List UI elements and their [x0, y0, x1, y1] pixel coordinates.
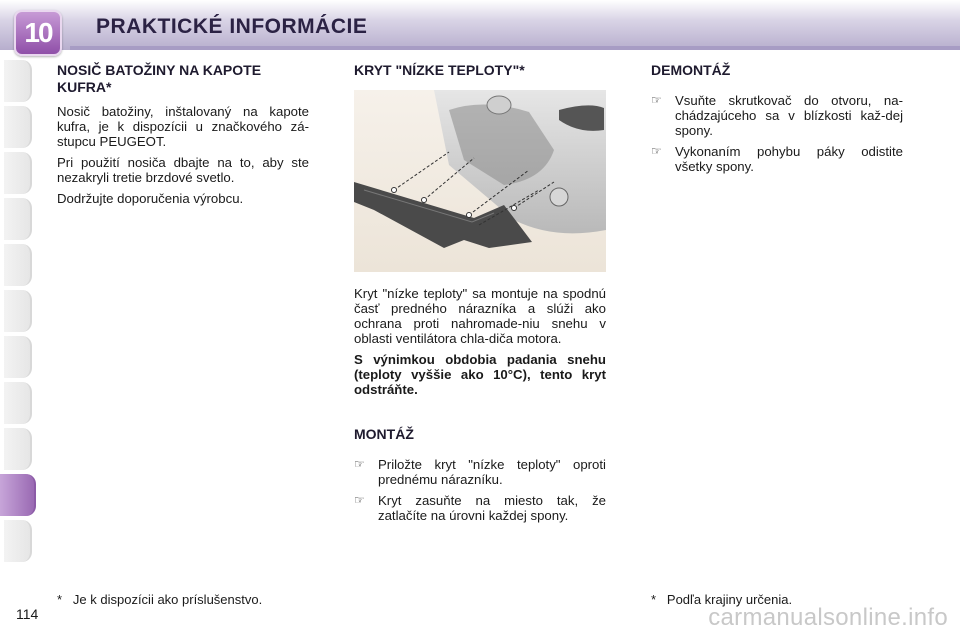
chapter-tab[interactable] — [4, 244, 32, 286]
page-title: PRAKTICKÉ INFORMÁCIE — [96, 15, 368, 38]
footnote-text: Je k dispozícii ako príslušenstvo. — [72, 592, 263, 607]
chapter-tab-active[interactable] — [0, 474, 36, 516]
bumper-cover-illustration — [354, 90, 606, 272]
chapter-tab[interactable] — [4, 520, 32, 562]
removal-steps — [651, 93, 903, 174]
footnote-mark: * — [57, 592, 63, 607]
pointing-hand-icon: ☞ — [354, 493, 365, 507]
list-item — [651, 144, 903, 174]
paragraph: Kryt "nízke teploty" sa montuje na spodnú časť predného nárazníka a slúži ako ochrana proti nahromade-niu snehu v oblasti ventilátora chla-diča motora. — [354, 286, 606, 346]
chapter-tabs — [0, 60, 32, 580]
header-divider — [70, 46, 960, 50]
section-heading: MONTÁŽ — [354, 426, 414, 442]
page-number: 114 — [16, 606, 39, 622]
list-item-text: Kryt zasuňte na miesto tak, že zatlačíte na úrovni každej spony. — [378, 493, 606, 523]
section-cold-cover — [354, 62, 606, 87]
chapter-tab[interactable] — [4, 152, 32, 194]
paragraph: Nosič batožiny, inštalovaný na kapote kufra, je k dispozícii u značkového zá-stupcu PEUGEOT. — [57, 104, 309, 149]
paragraph: Dodržujte doporučenia výrobcu. — [57, 191, 244, 206]
cold-cover-text — [354, 286, 606, 403]
footnote-mark: * — [651, 592, 657, 607]
list-item-text: Vykonaním pohybu páky odistite všetky spony. — [675, 144, 903, 174]
chapter-tab[interactable] — [4, 198, 32, 240]
list-item — [651, 93, 903, 138]
section-heading: NOSIČ BATOŽINY NA KAPOTE KUFRA* — [57, 62, 262, 95]
section-roof-rack — [57, 62, 309, 212]
section-heading: KRYT "NÍZKE TEPLOTY"* — [354, 62, 525, 78]
mounting-steps — [354, 457, 606, 523]
list-item — [354, 457, 606, 487]
chapter-tab[interactable] — [4, 60, 32, 102]
paragraph: Pri použití nosiča dbajte na to, aby ste nezakryli tretie brzdové svetlo. — [57, 155, 309, 185]
watermark: carmanualsonline.info — [708, 604, 948, 631]
section-heading: DEMONTÁŽ — [651, 62, 731, 78]
chapter-tab[interactable] — [4, 382, 32, 424]
warning-note: S výnimkou obdobia padania snehu (teploty vyššie ako 10°C), tento kryt odstráňte. — [354, 352, 606, 397]
footnote-text: Podľa krajiny určenia. — [666, 592, 793, 607]
section-removal — [651, 62, 903, 180]
chapter-tab[interactable] — [4, 336, 32, 378]
list-item — [354, 493, 606, 523]
footnote-accessory — [57, 592, 262, 607]
chapter-tab[interactable] — [4, 290, 32, 332]
chapter-badge: 10 — [14, 10, 62, 56]
pointing-hand-icon: ☞ — [651, 93, 662, 107]
section-mounting — [354, 426, 606, 529]
pointing-hand-icon: ☞ — [651, 144, 662, 158]
list-item-text: Priložte kryt "nízke teploty" oproti prednému nárazníku. — [378, 457, 606, 487]
chapter-tab[interactable] — [4, 106, 32, 148]
chapter-tab[interactable] — [4, 428, 32, 470]
pointing-hand-icon: ☞ — [354, 457, 365, 471]
list-item-text: Vsuňte skrutkovač do otvoru, na-chádzajúceho sa v blízkosti kaž-dej spony. — [675, 93, 903, 138]
